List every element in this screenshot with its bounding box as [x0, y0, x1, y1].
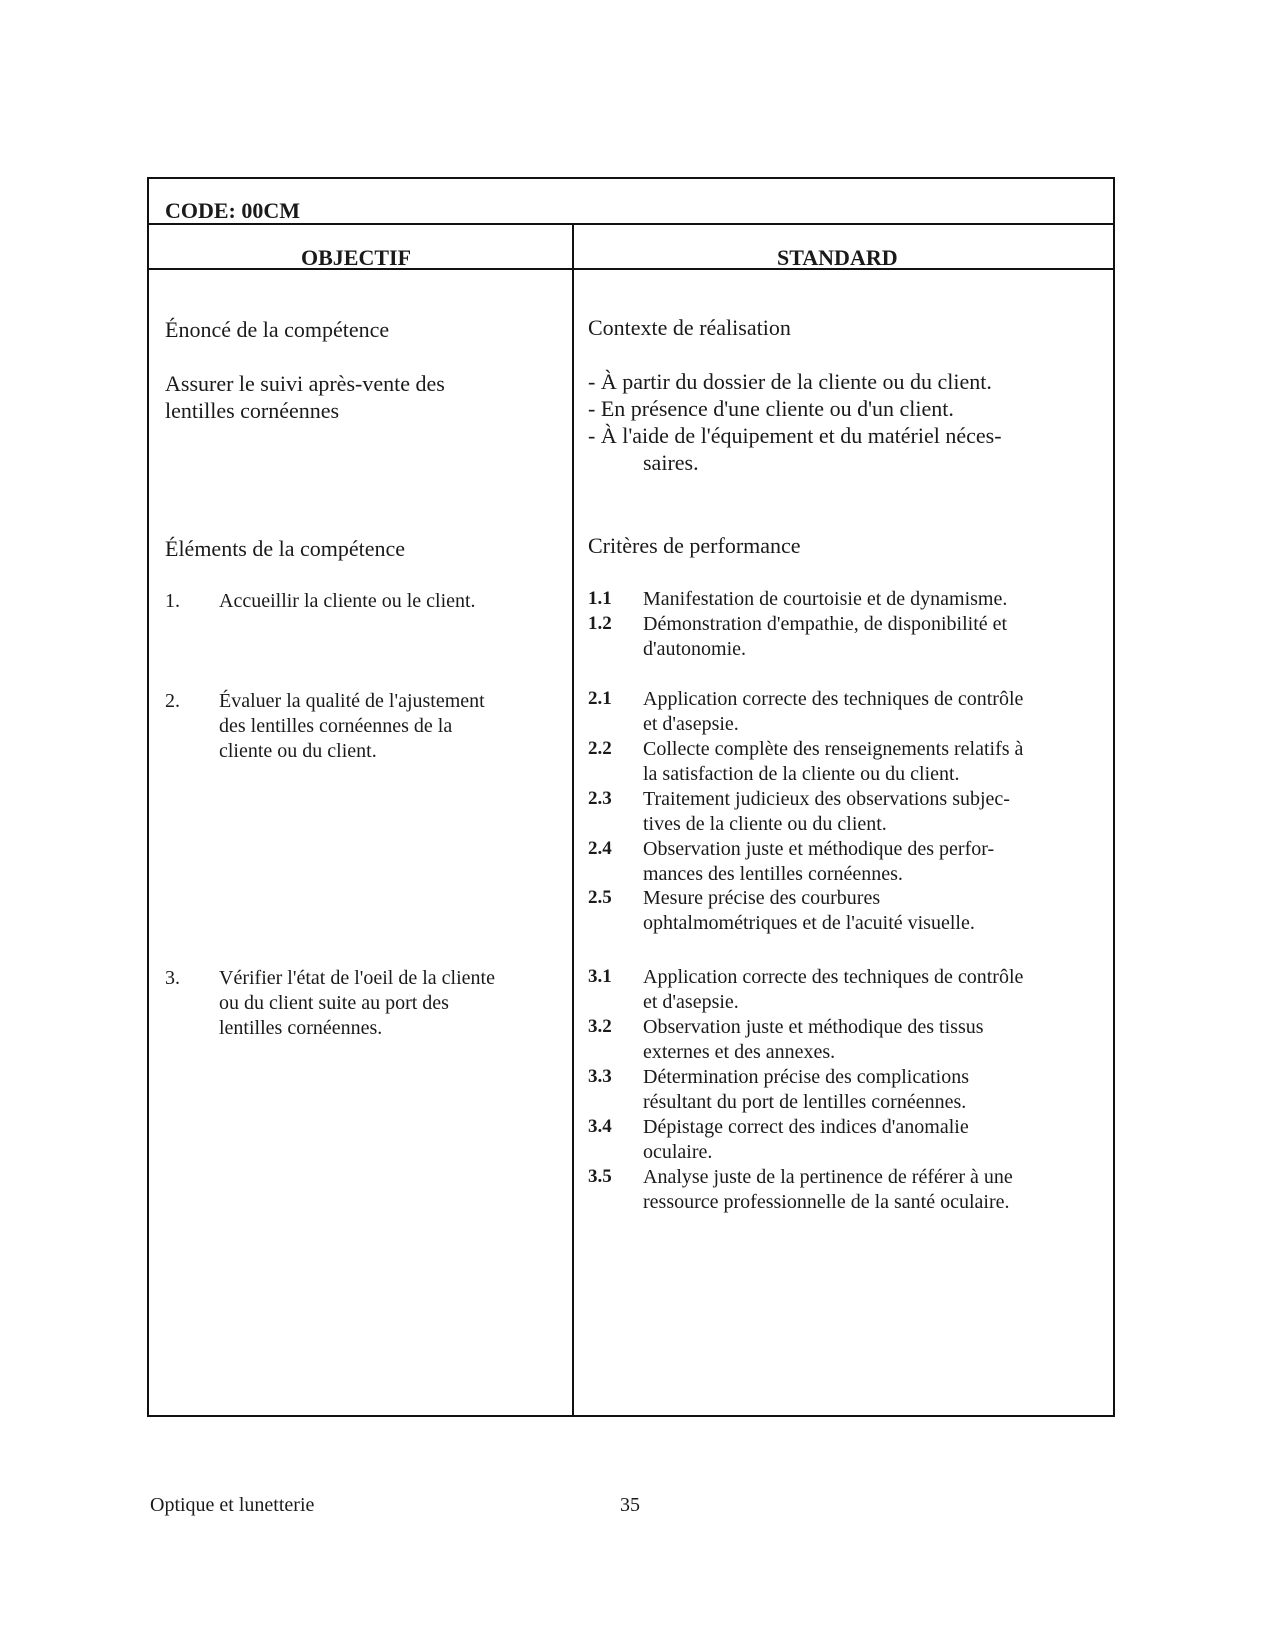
header-divider: [147, 223, 1115, 225]
criterion-line: ophtalmométriques et de l'acuité visuelle.: [643, 912, 975, 934]
criterion-number: 1.1: [588, 588, 612, 609]
criterion-number: 2.3: [588, 788, 612, 809]
element-line: Accueillir la cliente ou le client.: [219, 590, 476, 612]
criterion-number: 2.4: [588, 838, 612, 859]
contexte-line: - À l'aide de l'équipement et du matériel néces-: [588, 423, 1002, 448]
contexte-line: - À partir du dossier de la cliente ou du client.: [588, 369, 992, 394]
enonce-line: lentilles cornéennes: [165, 398, 340, 423]
element-number: 3.: [165, 967, 180, 989]
enonce-title: Énoncé de la compétence: [165, 317, 390, 342]
contexte-title: Contexte de réalisation: [588, 315, 791, 340]
criterion-number: 3.3: [588, 1066, 612, 1087]
criterion-line: d'autonomie.: [643, 638, 747, 660]
contexte-line: - En présence d'une cliente ou d'un client.: [588, 396, 954, 421]
criterion-line: et d'asepsie.: [643, 713, 739, 735]
criteres-title: Critères de performance: [588, 533, 801, 558]
elements-title: Éléments de la compétence: [165, 536, 406, 561]
element-line: cliente ou du client.: [219, 740, 377, 762]
page-number: 35: [620, 1494, 640, 1516]
criterion-line: Collecte complète des renseignements relatifs à: [643, 738, 1024, 760]
criterion-number: 3.5: [588, 1166, 612, 1187]
criterion-number: 2.5: [588, 887, 612, 908]
element-line: lentilles cornéennes.: [219, 1017, 383, 1039]
criterion-line: Manifestation de courtoisie et de dynamisme.: [643, 588, 1008, 610]
element-number: 1.: [165, 590, 180, 612]
element-line: Vérifier l'état de l'oeil de la cliente: [219, 967, 495, 989]
criterion-line: mances des lentilles cornéennes.: [643, 863, 903, 885]
criterion-line: résultant du port de lentilles cornéennes.: [643, 1091, 967, 1113]
criterion-line: Dépistage correct des indices d'anomalie: [643, 1116, 969, 1138]
criterion-line: Observation juste et méthodique des perfor-: [643, 838, 995, 860]
standard-column-header: STANDARD: [777, 245, 898, 270]
element-number: 2.: [165, 690, 180, 712]
criterion-number: 2.2: [588, 738, 612, 759]
footer-title: Optique et lunetterie: [150, 1494, 315, 1516]
column-divider: [572, 223, 574, 1417]
column-header-divider: [147, 268, 1115, 270]
criterion-line: Mesure précise des courbures: [643, 887, 881, 909]
objectif-column-header: OBJECTIF: [301, 245, 412, 270]
criterion-line: ressource professionnelle de la santé oculaire.: [643, 1191, 1010, 1213]
element-line: ou du client suite au port des: [219, 992, 449, 1014]
contexte-line: saires.: [643, 450, 699, 475]
criterion-line: Observation juste et méthodique des tissus: [643, 1016, 984, 1038]
criterion-line: Démonstration d'empathie, de disponibilité et: [643, 613, 1008, 635]
criterion-line: oculaire.: [643, 1141, 713, 1163]
criterion-line: la satisfaction de la cliente ou du client.: [643, 763, 960, 785]
code-label: CODE: 00CM: [165, 198, 301, 223]
criterion-number: 1.2: [588, 613, 612, 634]
criterion-line: Application correcte des techniques de contrôle: [643, 688, 1024, 710]
element-line: des lentilles cornéennes de la: [219, 715, 453, 737]
enonce-line: Assurer le suivi après-vente des: [165, 371, 445, 396]
criterion-line: Analyse juste de la pertinence de référer à une: [643, 1166, 1013, 1188]
criterion-number: 3.1: [588, 966, 612, 987]
criterion-line: Application correcte des techniques de contrôle: [643, 966, 1024, 988]
criterion-line: Traitement judicieux des observations subjec-: [643, 788, 1010, 810]
criterion-number: 3.2: [588, 1016, 612, 1037]
criterion-line: Détermination précise des complications: [643, 1066, 970, 1088]
criterion-number: 2.1: [588, 688, 612, 709]
criterion-line: tives de la cliente ou du client.: [643, 813, 887, 835]
criterion-line: externes et des annexes.: [643, 1041, 836, 1063]
criterion-line: et d'asepsie.: [643, 991, 739, 1013]
criterion-number: 3.4: [588, 1116, 612, 1137]
element-line: Évaluer la qualité de l'ajustement: [219, 690, 485, 712]
